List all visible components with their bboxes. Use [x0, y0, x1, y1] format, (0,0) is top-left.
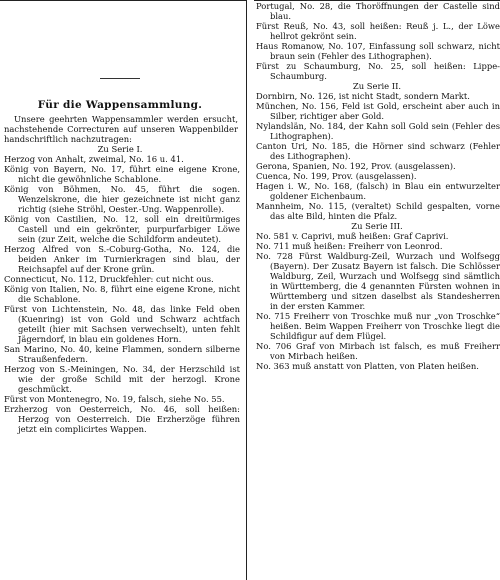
correction-entry: Herzog von S.-Meiningen, No. 34, der Herzschild ist wie der große Schild mit der herzogl. Krone geschmückt.	[4, 364, 240, 394]
correction-entry: Canton Uri, No. 185, die Hörner sind schwarz (Fehler des Lithographen).	[256, 141, 500, 161]
correction-entry: Portugal, No. 28, die Thoröffnungen der Castelle sind blau.	[256, 1, 500, 21]
right-entry-list-a	[254, 1, 500, 81]
correction-entry: San Marino, No. 40, keine Flammen, sondern silberne Straußenfedern.	[4, 344, 240, 364]
correction-entry: Connecticut, No. 112, Druckfehler: cut nicht ous.	[4, 274, 214, 284]
correction-entry: Fürst von Montenegro, No. 19, falsch, siehe No. 55.	[4, 394, 225, 404]
correction-entry: No. 711 muß heißen: Freiherr von Leonrod.	[256, 241, 443, 251]
intro-text: Unsere geehrten Wappensammler werden ersucht, nachstehende Correcturen auf unseren Wappenbilder handschriftlich nachzutragen:	[4, 114, 238, 144]
correction-entry: Fürst Reuß, No. 43, soll heißen: Reuß j. L., der Löwe hellrot gekrönt sein.	[256, 21, 500, 41]
serie-1-heading: Zu Serie I.	[97, 144, 143, 154]
correction-entry: König von Italien, No. 8, führt eine eigene Krone, nicht die Schablone.	[4, 284, 240, 304]
left-entry-list	[0, 154, 240, 434]
serie-2-heading: Zu Serie II.	[352, 81, 402, 91]
correction-entry: Mannheim, No. 115, (veraltet) Schild gespalten, vorne das alte Bild, hinten die Pfalz.	[256, 201, 500, 221]
right-entry-list-c	[254, 231, 500, 371]
right-column	[254, 0, 500, 580]
correction-entry: König von Castilien, No. 12, soll ein dreitürmiges Castell und ein gekrönter, purpurfarbiger Löwe sein (zur Zeit, welche die Schildform andeutet).	[4, 214, 240, 244]
correction-entry: Erzherzog von Oesterreich, No. 46, soll heißen: Herzog von Oesterreich. Die Erzherzöge führen jetzt ein complicirtes Wappen.	[4, 404, 240, 434]
correction-entry: Hagen i. W., No. 168, (falsch) in Blau ein entwurzelter goldener Eichenbaum.	[256, 181, 500, 201]
correction-entry: König von Bayern, No. 17, führt eine eigene Krone, nicht die gewöhnliche Schablone.	[4, 164, 240, 184]
correction-entry: Fürst von Lichtenstein, No. 48, das linke Feld oben (Kuenring) ist von Gold und Schwarz achtfach geteilt (hier mit Sachsen verwechselt), unten fehlt Jägerndorf, in blau ein goldenes Horn.	[4, 304, 240, 344]
correction-entry: No. 728 Fürst Waldburg-Zeil, Wurzach und Wolfsegg (Bayern). Der Zusatz Bayern ist falsch. Die Schlösser Waldburg, Zeil, Wurzach und Wolfsegg sind sämtlich in Württemberg, die 4 genannten Fürsten wohnen in Württemberg und sitzen daselbst als Standesherren in der ersten Kammer.	[256, 251, 500, 311]
correction-entry: König von Böhmen, No. 45, führt die sogen. Wenzelskrone, die hier gezeichnete ist nicht ganz richtig (siehe Ströhl, Oester.-Ung. Wappenrolle).	[4, 184, 240, 214]
correction-entry: No. 581 v. Caprivi, muß heißen: Graf Caprivi.	[256, 231, 449, 241]
correction-entry: Herzog von Anhalt, zweimal, No. 16 u. 41.	[4, 154, 184, 164]
correction-entry: München, No. 156, Feld ist Gold, erscheint aber auch in Silber, richtiger aber Gold.	[256, 101, 500, 121]
correction-entry: Haus Romanow, No. 107, Einfassung soll schwarz, nicht braun sein (Fehler des Lithographen).	[256, 41, 500, 61]
correction-entry: No. 715 Freiherr von Troschke muß nur „von Troschke“ heißen. Beim Wappen Freiherr von Troschke liegt die Schildfigur auf dem Flügel.	[256, 311, 500, 341]
correction-entry: Dornbirn, No. 126, ist nicht Stadt, sondern Markt.	[256, 91, 470, 101]
correction-entry: No. 706 Graf von Mirbach ist falsch, es muß Freiherr von Mirbach heißen.	[256, 341, 500, 361]
correction-entry: Fürst zu Schaumburg, No. 25, soll heißen: Lippe-Schaumburg.	[256, 61, 500, 81]
section-heading: Für die Wappensammlung.	[37, 99, 203, 111]
serie-3-heading: Zu Serie III.	[351, 221, 403, 231]
left-column	[0, 0, 240, 580]
column-divider	[246, 0, 247, 580]
right-entry-list-b	[254, 91, 500, 221]
correction-entry: No. 363 muß anstatt von Platten, von Platen heißen.	[256, 361, 479, 371]
correction-entry: Herzog Alfred von S.-Coburg-Gotha, No. 124, die beiden Anker im Turnierkragen sind blau, der Reichsapfel auf der Krone grün.	[4, 244, 240, 274]
correction-entry: Nylandslän, No. 184, der Kahn soll Gold sein (Fehler des Lithographen).	[256, 121, 500, 141]
correction-entry: Cuenca, No. 199, Prov. (ausgelassen).	[256, 171, 417, 181]
correction-entry: Gerona, Spanien, No. 192, Prov. (ausgelassen).	[256, 161, 456, 171]
